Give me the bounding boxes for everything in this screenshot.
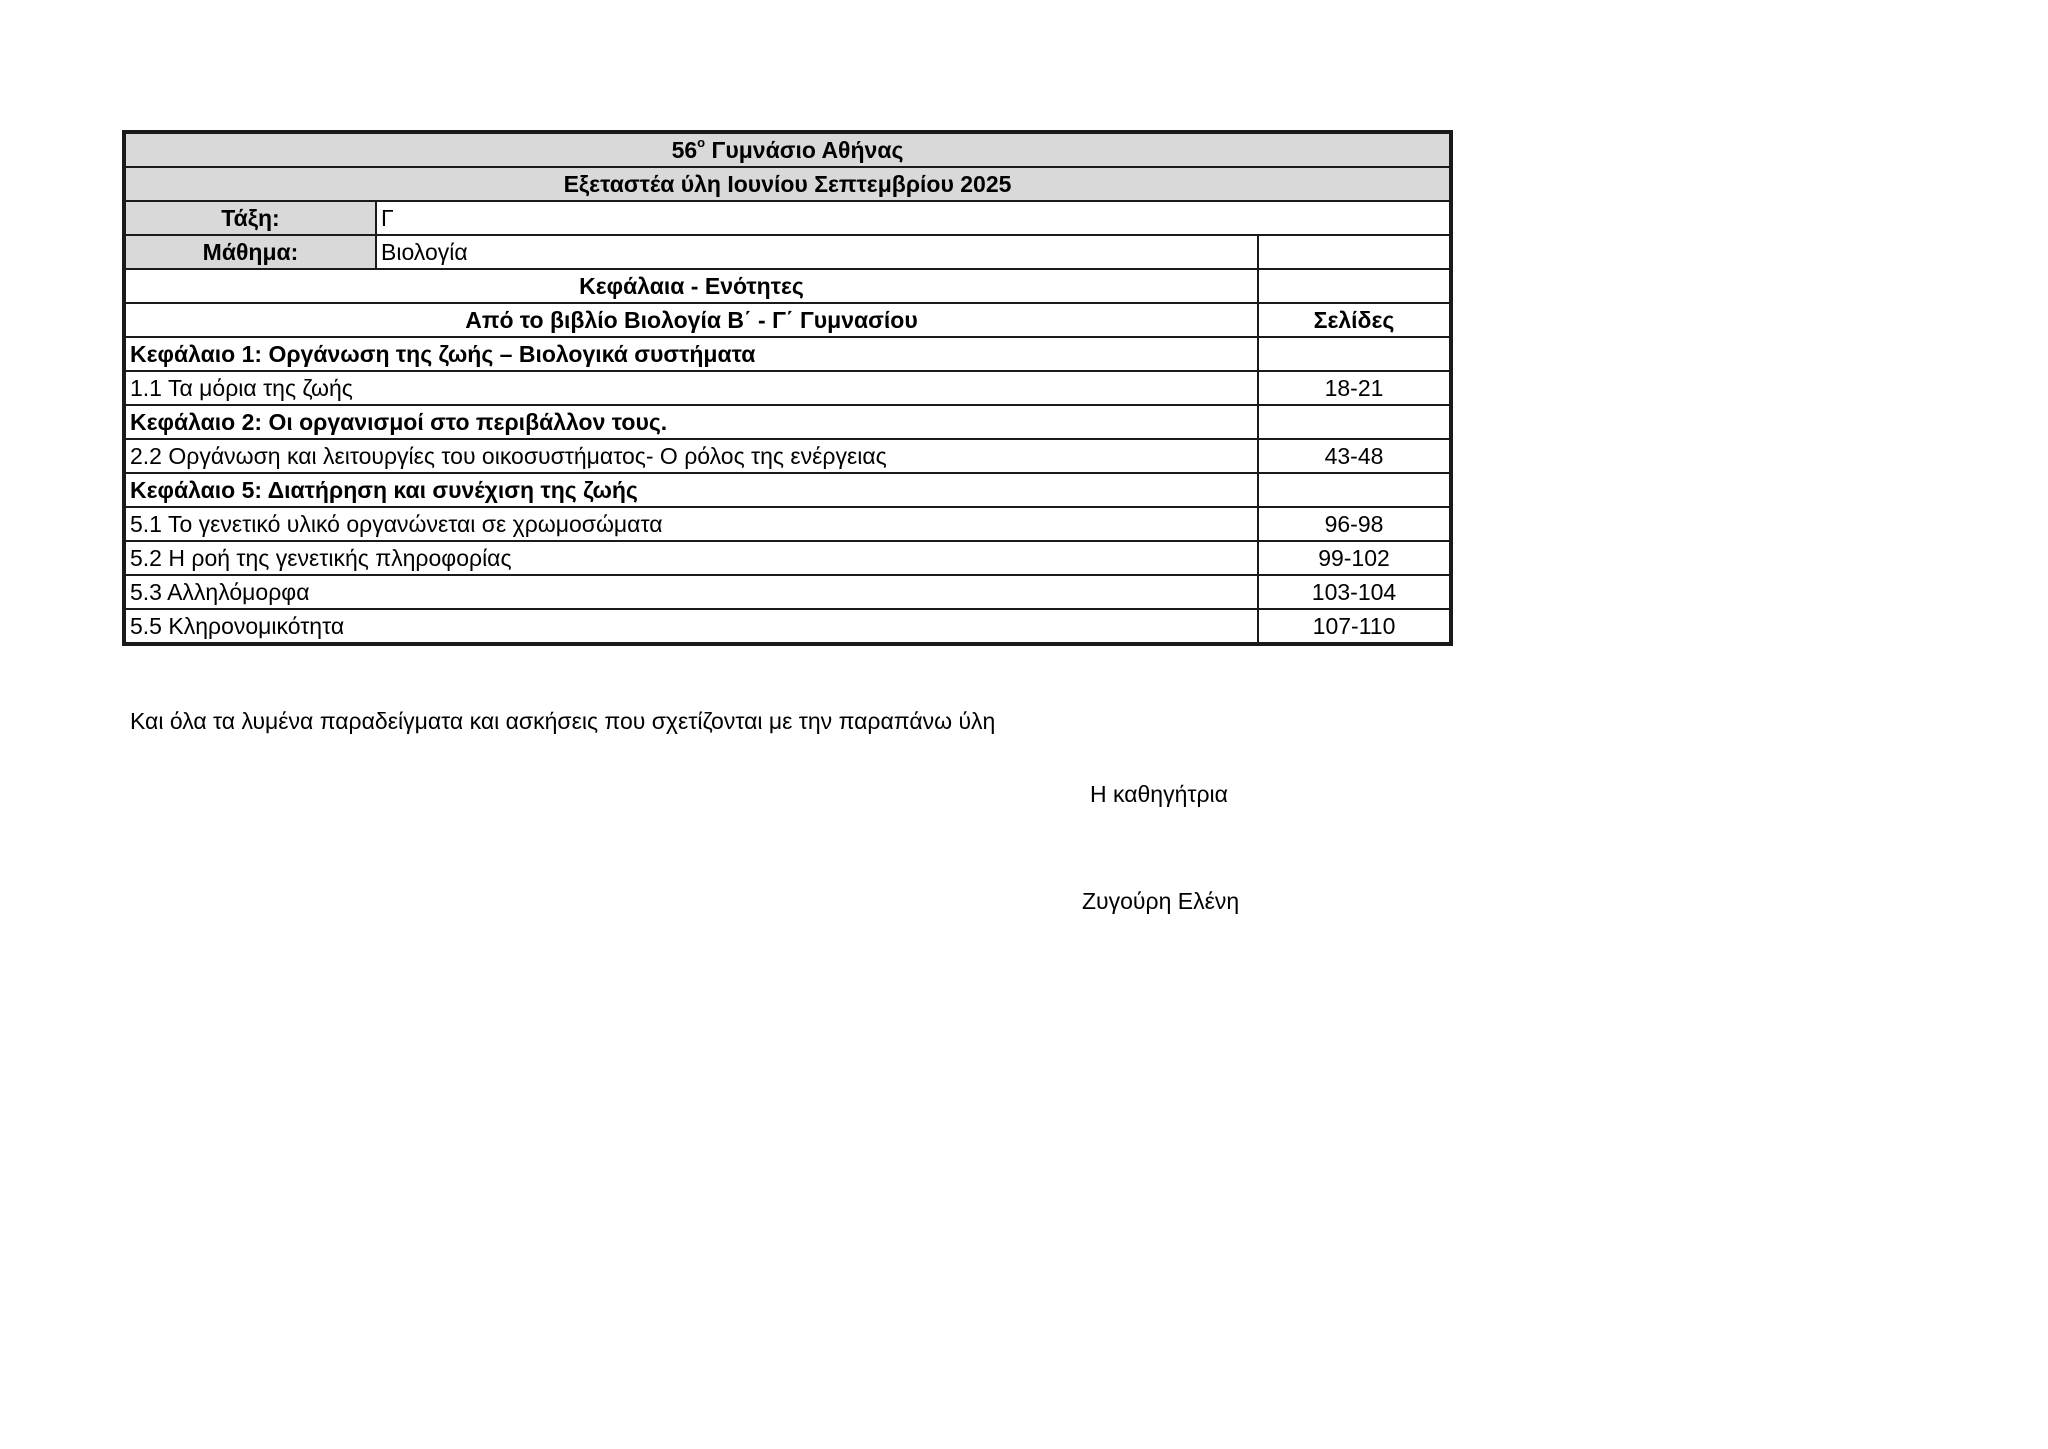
exam-syllabus-table bbox=[124, 132, 1451, 644]
page-range: 99-102 bbox=[1258, 541, 1450, 575]
chapter-row bbox=[125, 337, 1450, 371]
page-range: 103-104 bbox=[1258, 575, 1450, 609]
section-row bbox=[125, 541, 1450, 575]
class-row bbox=[125, 201, 1450, 235]
school-name-cell bbox=[125, 133, 1450, 167]
section-row bbox=[125, 507, 1450, 541]
chapter-title: Κεφάλαιο 2: Οι οργανισμοί στο περιβάλλον τους. bbox=[125, 405, 1258, 439]
section-title: 5.2 Η ροή της γενετικής πληροφορίας bbox=[125, 541, 1258, 575]
page-range bbox=[1258, 405, 1450, 439]
page-range bbox=[1258, 473, 1450, 507]
book-heading: Από το βιβλίο Βιολογία Β΄ - Γ΄ Γυμνασίου bbox=[125, 303, 1258, 337]
teacher-name: Ζυγούρη Ελένη bbox=[1082, 888, 1240, 914]
exam-title: Εξεταστέα ύλη Ιουνίου Σεπτεμβρίου 2025 bbox=[125, 167, 1450, 201]
chapters-heading: Κεφάλαια - Ενότητες bbox=[125, 269, 1258, 303]
class-value: Γ bbox=[376, 201, 1450, 235]
section-title: 1.1 Τα μόρια της ζωής bbox=[125, 371, 1258, 405]
class-label: Τάξη: bbox=[125, 201, 376, 235]
section-row bbox=[125, 575, 1450, 609]
teacher-title: Η καθηγήτρια bbox=[1090, 781, 1228, 807]
subject-value: Βιολογία bbox=[376, 235, 1258, 269]
pages-heading: Σελίδες bbox=[1258, 303, 1450, 337]
section-row bbox=[125, 609, 1450, 643]
subject-row bbox=[125, 235, 1450, 269]
school-name: Γυμνάσιο Αθήνας bbox=[705, 136, 904, 163]
section-title: 5.3 Αλληλόμορφα bbox=[125, 575, 1258, 609]
section-title: 5.5 Κληρονομικότητα bbox=[125, 609, 1258, 643]
empty-cell bbox=[1258, 235, 1450, 269]
page-range: 43-48 bbox=[1258, 439, 1450, 473]
chapter-title: Κεφάλαιο 5: Διατήρηση και συνέχιση της ζωής bbox=[125, 473, 1258, 507]
chapter-row bbox=[125, 405, 1450, 439]
chapter-title: Κεφάλαιο 1: Οργάνωση της ζωής – Βιολογικά συστήματα bbox=[125, 337, 1258, 371]
exam-title-row bbox=[125, 167, 1450, 201]
section-title: 2.2 Οργάνωση και λειτουργίες του οικοσυστήματος- Ο ρόλος της ενέργειας bbox=[125, 439, 1258, 473]
page-range bbox=[1258, 337, 1450, 371]
page-range: 18-21 bbox=[1258, 371, 1450, 405]
chapter-row bbox=[125, 473, 1450, 507]
section-title: 5.1 Το γενετικό υλικό οργανώνεται σε χρωμοσώματα bbox=[125, 507, 1258, 541]
book-heading-row bbox=[125, 303, 1450, 337]
subject-label: Μάθημα: bbox=[125, 235, 376, 269]
page-range: 96-98 bbox=[1258, 507, 1450, 541]
school-number-superscript: ο bbox=[697, 134, 706, 150]
section-row bbox=[125, 439, 1450, 473]
page-range: 107-110 bbox=[1258, 609, 1450, 643]
footnote: Και όλα τα λυμένα παραδείγματα και ασκήσεις που σχετίζονται με την παραπάνω ύλη bbox=[130, 708, 996, 734]
syllabus-rows bbox=[125, 337, 1450, 643]
school-row bbox=[125, 133, 1450, 167]
school-number: 56 bbox=[671, 136, 698, 163]
chapters-heading-row bbox=[125, 269, 1450, 303]
section-row bbox=[125, 371, 1450, 405]
empty-cell bbox=[1258, 269, 1450, 303]
